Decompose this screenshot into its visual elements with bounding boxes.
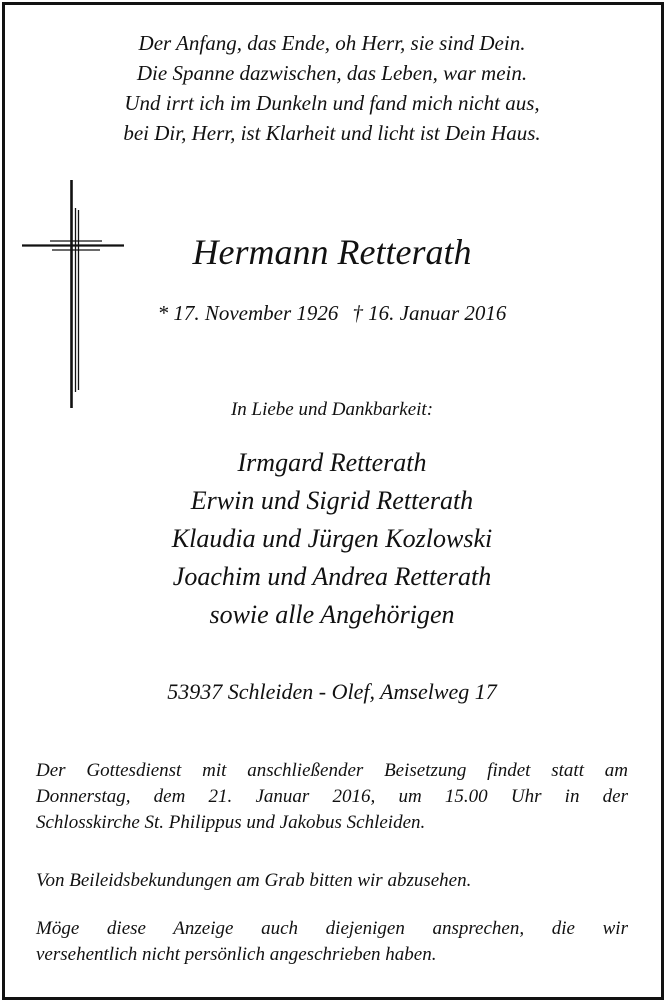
notice-line: versehentlich nicht persönlich angeschrieben haben. xyxy=(36,944,437,965)
poem-line: bei Dir, Herr, ist Klarheit und licht ist Dein Haus. xyxy=(123,121,541,145)
poem-line: Der Anfang, das Ende, oh Herr, sie sind Dein. xyxy=(138,31,526,55)
deceased-name: Hermann Retterath xyxy=(192,232,472,272)
funeral-service-notice xyxy=(36,758,628,836)
poem-line: Und irrt ich im Dunkeln und fand mich nicht aus, xyxy=(124,91,540,115)
mourner-name: sowie alle Angehörigen xyxy=(209,600,455,629)
mourner-name: Irmgard Retterath xyxy=(237,448,427,477)
family-address: 53937 Schleiden - Olef, Amselweg 17 xyxy=(167,679,497,704)
notice-line: Der Gottesdienst mit anschließender Beisetzung findet statt am xyxy=(36,760,628,781)
poem-line: Die Spanne dazwischen, das Leben, war mein. xyxy=(136,61,528,85)
notice-line: Donnerstag, dem 21. Januar 2016, um 15.00 Uhr in der xyxy=(36,786,628,807)
mourner-name: Erwin und Sigrid Retterath xyxy=(190,486,474,515)
mourner-name: Joachim und Andrea Retterath xyxy=(172,562,492,591)
death-date: † 16. Januar 2016 xyxy=(352,301,507,325)
mourners-list xyxy=(20,444,644,634)
life-dates xyxy=(110,298,554,328)
mourner-name: Klaudia und Jürgen Kozlowski xyxy=(171,524,493,553)
poem xyxy=(20,28,644,148)
cross-icon xyxy=(20,178,128,410)
notice-line: Schlosskirche St. Philippus und Jakobus Schleiden. xyxy=(36,812,426,833)
closing-notice xyxy=(36,916,628,968)
birth-date: * 17. November 1926 xyxy=(157,301,339,325)
notice-line: Von Beileidsbekundungen am Grab bitten wir abzusehen. xyxy=(36,870,472,891)
notice-line: Möge diese Anzeige auch diejenigen ansprechen, die wir xyxy=(36,918,628,939)
condolence-notice xyxy=(36,868,628,894)
mourners-intro: In Liebe und Dankbarkeit: xyxy=(230,399,434,420)
